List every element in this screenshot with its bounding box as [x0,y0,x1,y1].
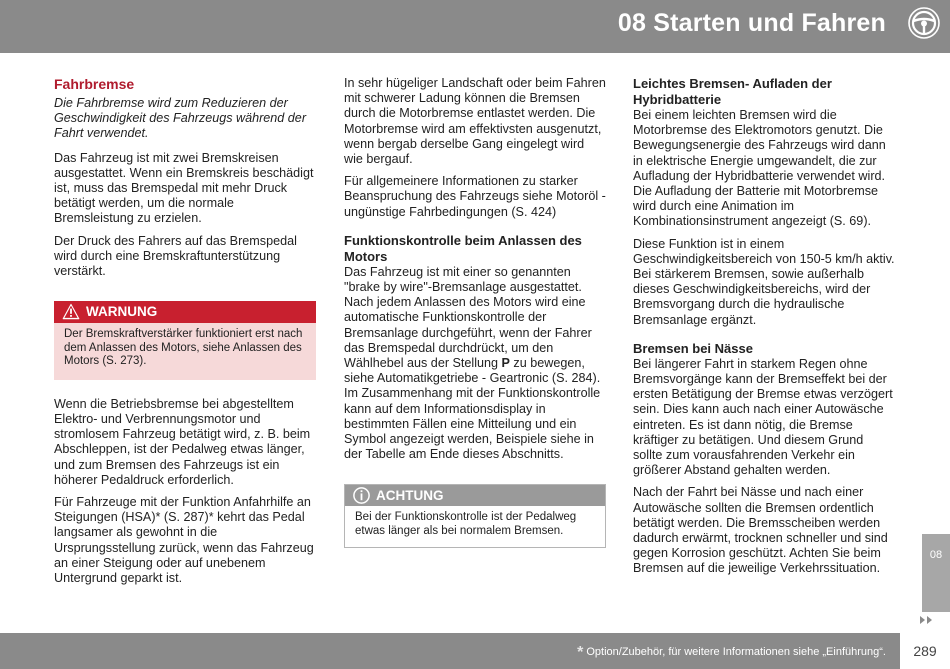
caution-text: Bei der Funktionskontrolle ist der Pedalweg etwas länger als bei normalem Bremsen. [345,506,605,547]
chapter-tab-label: 08 [929,549,943,561]
paragraph: Das Fahrzeug ist mit zwei Bremskreisen ausgestattet. Wenn ein Bremskreis beschädigt ist, muss das Bremspedal mit mehr Druck betätigt werden, um die normale Bremsleistung zu erzielen. [54,150,314,226]
paragraph: Der Druck des Fahrers auf das Bremspedal wird durch eine Bremskraftunterstützung verstärkt. [54,233,297,279]
section-title-fahrbremse: Fahrbremse [54,76,135,92]
text-run: Das Fahrzeug ist mit einer so genannten "brake by wire"-Bremsanlage ausgestattet. Nach jedem Anlassen des Motors wird eine automatische Funktionskontrolle der Bremsanlage durchgeführt, wenn der Fahrer das Bremspedal durchdrückt, um den Wählhebel aus der Stellung [344,264,592,371]
subsection-funktionskontrolle [344,233,606,463]
text-run: zu bewegen, siehe Automatikgetriebe - Geartronic (S. 284). Im Zusammenhang mit der Funktionskontrolle kann auf dem Informationsdisplay in bestimmten Fällen eine Mitteilung und ein Symbol angezeigt werden, Beispiele siehe in der Tabelle am Ende dieses Abschnitts. [344,356,601,462]
subsection-title: Bremsen bei Nässe [633,340,753,356]
info-icon [353,487,370,504]
column-1 [54,76,316,593]
paragraph: Diese Funktion ist in einem Geschwindigkeitsbereich von 150-5 km/h aktiv. Bei stärkerem Bremsen, sowie außerhalb dieses Geschwindigkeitsbereichs, wird der Bremsvorgang durch die hydraulische Bremsanlage ergänzt. [633,236,895,327]
paragraph [344,265,606,463]
footer-note [577,644,886,662]
chapter-title: 08 Starten und Fahren [617,9,886,37]
warning-header [54,301,316,323]
column-2 [344,76,606,558]
paragraph: Für allgemeinere Informationen zu starker Beanspruchung des Fahrzeugs siehe Motoröl - ungünstige Fahrbedingungen (S. 424) [344,174,606,219]
subsection-title: Leichtes Bremsen- Aufladen der Hybridbatterie [633,76,832,107]
warning-label: WARNUNG [86,304,158,320]
chapter-side-tab[interactable] [922,534,950,612]
column-3 [633,76,895,584]
footnote-text: Option/Zubehör, für weitere Informationen siehe „Einführung“. [586,646,886,658]
caution-box [344,484,606,548]
warning-triangle-icon [62,303,80,320]
paragraph: Für Fahrzeuge mit der Funktion Anfahrhilfe an Steigungen (HSA)* (S. 287)* kehrt das Pedal langsamer als gewohnt in die Ursprungsstellung zurück, wenn das Fahrzeug an einer Steigung oder auf unebenem Untergrund geparkt ist. [54,494,314,585]
warning-box [54,301,316,380]
next-page-arrows-icon[interactable] [918,614,934,626]
paragraph: In sehr hügeliger Landschaft oder beim Fahren mit schwerer Ladung können die Bremsen durch die Motorbremse entlastet werden. Die Motorbremse wird am effektivsten ausgenutzt, wenn bergab derselbe Gang eingelegt wird wie bergauf. [344,76,606,167]
caution-label: ACHTUNG [376,488,444,504]
paragraph: Wenn die Betriebsbremse bei abgestelltem Elektro- und Verbrennungsmotor und stromlosem Fahrzeug betätigt wird, z. B. beim Abschleppen, ist der Pedalweg etwas länger, und zum Bremsen des Fahrzeugs ist ein höherer Pedaldruck erforderlich. [54,396,311,487]
page-footer [0,633,900,669]
subsection-leichtes-bremsen [633,76,895,328]
section-intro: Die Fahrbremse wird zum Reduzieren der Geschwindigkeit des Fahrzeugs während der Fahrt verwendet. [54,96,307,141]
paragraph: Bei längerer Fahrt in starkem Regen ohne Bremsvorgänge kann der Bremseffekt bei der ersten Betätigung der Bremse etwas verzögert sein. Dies kann auch nach einer Autowäsche eintreten. Es ist dann nötig, die Bremse kräftiger zu betätigen. Und diesem Grund sollte zum vorausfahrenden Verkehr ein größerer Abstand gehalten werden. [633,356,893,478]
page-number: 289 [913,643,937,659]
chapter-header [0,0,950,53]
paragraph: Bei einem leichten Bremsen wird die Motorbremse des Elektromotors genutzt. Die Bewegungsenergie des Fahrzeugs wird dann in elektrische Energie umgewandelt, die zur Aufladung der Hybridbatterie verwendet wird. Die Aufladung der Batterie mit Motorbremse wird durch eine Animation im Kombinationsinstrument angezeigt (S. 69). [633,108,886,229]
footnote-star: * [577,644,584,661]
subsection-title: Funktionskontrolle beim Anlassen des Motors [344,232,582,264]
warning-text: Der Bremskraftverstärker funktioniert erst nach dem Anlassen des Motors, siehe Anlassen des Motors (S. 273). [54,323,316,380]
steering-wheel-icon [908,7,940,39]
gear-position-p: P [501,356,510,371]
paragraph: Nach der Fahrt bei Nässe und nach einer Autowäsche sollten die Bremsen ordentlich betätigt werden. Die Bremsscheiben werden dadurch erwärmt, trocknen schneller und sind gegen Korrosion geschützt. Achten Sie beim Bremsen auf die jeweilige Verkehrssituation. [633,485,888,576]
caution-header [345,485,605,506]
subsection-bremsen-bei-naesse [633,341,895,577]
